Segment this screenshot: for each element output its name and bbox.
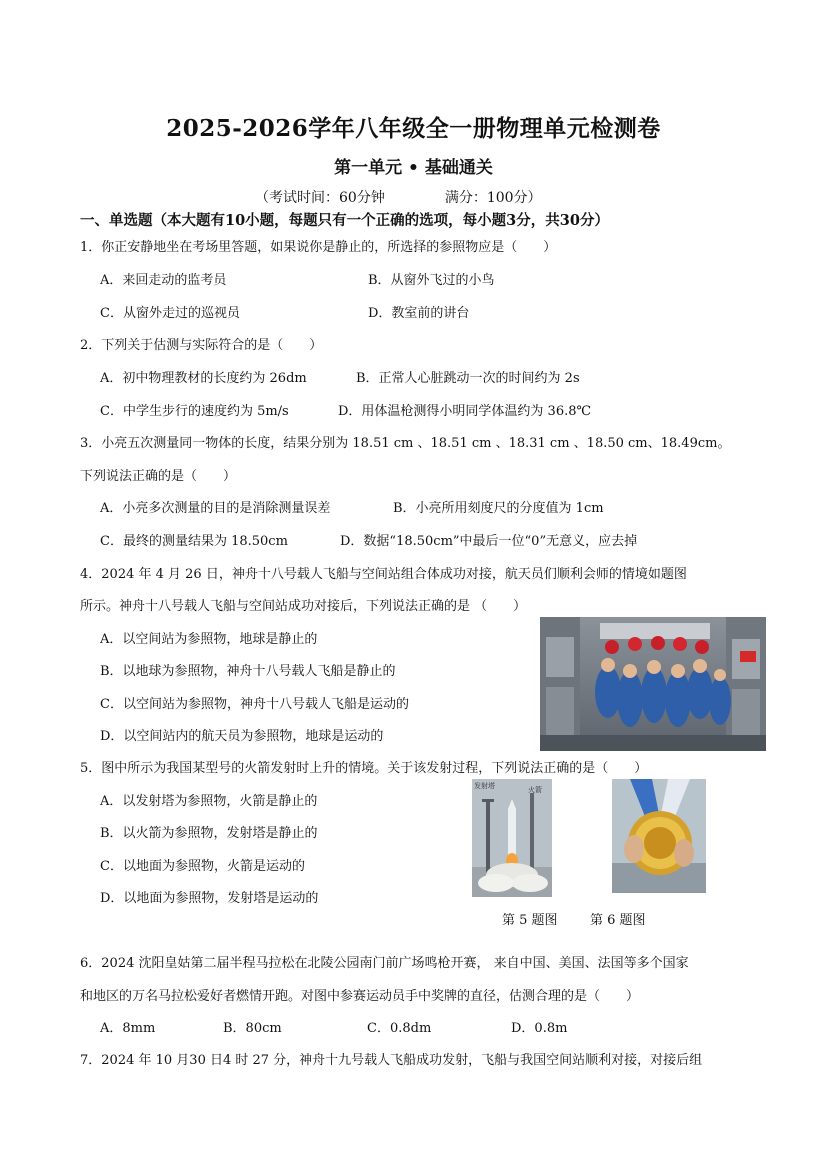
q1-option-d: D．教室前的讲台 [368,306,470,321]
q1-option-c: C．从窗外走过的巡视员 [100,306,240,321]
q5-option-a: A．以发射塔为参照物，火箭是静止的 [100,794,318,809]
q3-option-c: C．最终的测量结果为 18.50cm [100,534,288,549]
q6-option-c: C．0.8dm [367,1021,432,1036]
q2-option-c: C．中学生步行的速度约为 5m/s [100,404,289,419]
question-6-stem-line1: 6．2024 沈阳皇姑第二届半程马拉松在北陵公园南门前广场鸣枪开赛， 来自中国、美国、法国等多个国家 [80,956,689,971]
q6-option-b: B．80cm [223,1021,282,1036]
q2-option-d: D．用体温枪测得小明同学体温约为 36.8℃ [338,404,592,419]
question-2-stem: 2．下列关于估测与实际符合的是（ ） [80,338,323,353]
q3-option-d: D．数据“18.50cm”中最后一位“0”无意义，应去掉 [340,534,638,549]
question-4-stem-line1: 4．2024 年 4 月 26 日，神舟十八号载人飞船与空间站组合体成功对接，航天员们顺利会师的情境如题图 [80,567,687,582]
exam-time: （考试时间：60分钟 [255,190,385,206]
q4-option-c: C．以空间站为参照物，神舟十八号载人飞船是运动的 [100,697,409,712]
question-6-stem-line2: 和地区的万名马拉松爱好者燃情开跑。对图中参赛运动员手中奖牌的直径，估测合理的是（ ） [80,989,640,1004]
q4-option-b: B．以地球为参照物，神舟十八号载人飞船是静止的 [100,664,396,679]
question-1-stem: 1．你正安静地坐在考场里答题，如果说你是静止的，所选择的参照物应是（ ） [80,240,557,255]
exam-info [255,187,542,207]
medal-illustration [612,779,706,893]
q5-option-b: B．以火箭为参照物，发射塔是静止的 [100,826,318,841]
unit-subtitle: 第一单元 • 基础通关 [334,158,493,178]
q4-astronauts-photo [540,617,766,751]
question-4-stem-line2: 所示。神舟十八号载人飞船与空间站成功对接后，下列说法正确的是 （ ） [80,599,527,614]
figure-6-caption: 第 6 题图 [590,913,646,928]
q5-rocket-photo [472,779,552,897]
q1-option-a: A．来回走动的监考员 [100,273,227,288]
question-5-stem: 5．图中所示为我国某型号的火箭发射时上升的情境。关于该发射过程，下列说法正确的是（ ） [80,761,648,776]
figure-5-caption: 第 5 题图 [502,913,558,928]
q5-option-c: C．以地面为参照物，火箭是运动的 [100,859,305,874]
q2-option-b: B．正常人心脏跳动一次的时间约为 2s [356,371,580,386]
q3-option-a: A．小亮多次测量的目的是消除测量误差 [100,501,331,516]
question-3-stem-line1: 3．小亮五次测量同一物体的长度，结果分别为 18.51 cm 、18.51 cm 、18.31 cm 、18.50 cm、18.49cm。 [80,436,731,451]
q4-option-d: D．以空间站内的航天员为参照物，地球是运动的 [100,729,384,744]
rocket-label: 火箭 [528,786,542,794]
q6-option-a: A．8mm [100,1021,156,1036]
question-7-stem: 7．2024 年 10 月30 日4 时 27 分，神舟十九号载人飞船成功发射，飞船与我国空间站顺利对接，对接后组 [80,1053,703,1068]
question-3-stem-line2: 下列说法正确的是（ ） [80,469,237,484]
astronauts-illustration [540,617,766,751]
launch-tower-label: 发射塔 [474,782,495,790]
full-score: 满分：100分） [444,190,542,206]
q6-option-d: D．0.8m [511,1021,568,1036]
q2-option-a: A．初中物理教材的长度约为 26dm [100,371,307,386]
q1-option-b: B．从窗外飞过的小鸟 [368,273,495,288]
section-heading: 一、单选题（本大题有10小题，每题只有一个正确的选项，每小题3分，共30分） [80,212,609,229]
q6-medal-photo [612,779,706,893]
q4-option-a: A．以空间站为参照物，地球是静止的 [100,632,318,647]
q3-option-b: B．小亮所用刻度尺的分度值为 1cm [393,501,604,516]
rocket-illustration [472,779,552,897]
exam-title: 2025-2026学年八年级全一册物理单元检测卷 [166,115,661,142]
q5-option-d: D．以地面为参照物，发射塔是运动的 [100,891,319,906]
